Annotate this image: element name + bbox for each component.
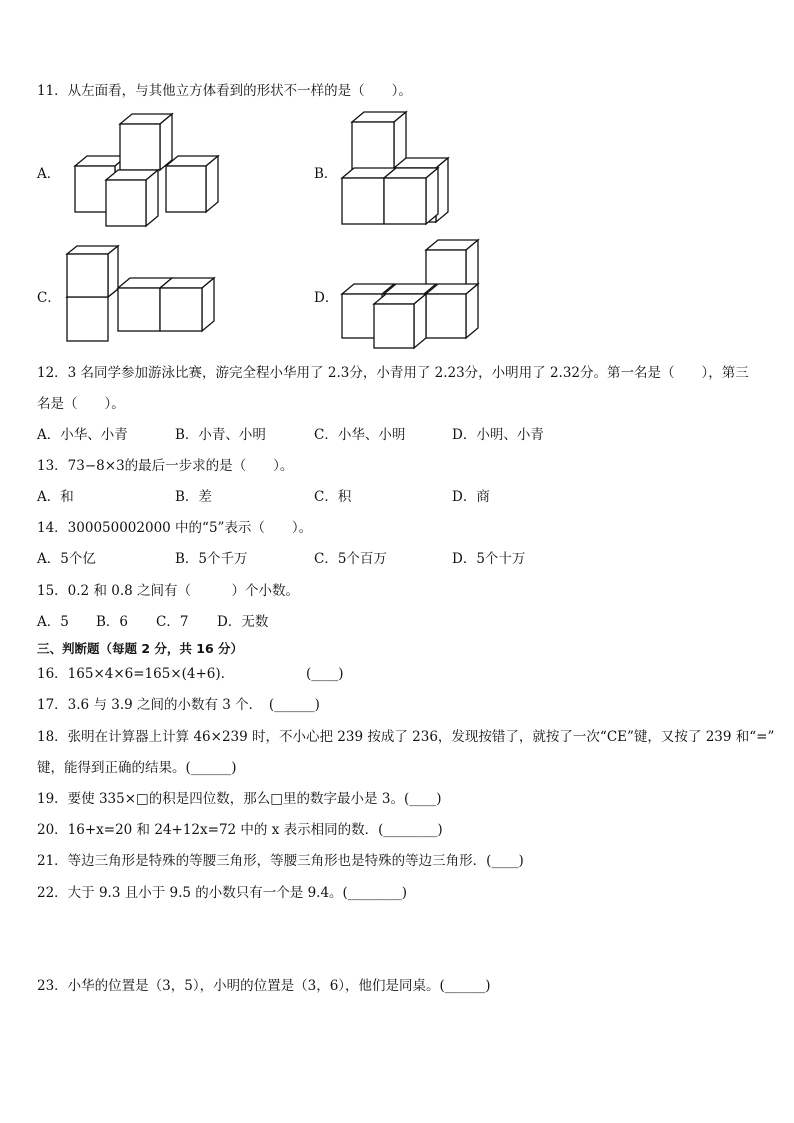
- q20: 20．16+x=20 和 24+12x=72 中的 x 表示相同的数．(________): [37, 822, 443, 838]
- cube: [67, 246, 118, 297]
- q11-option-c-label: C．: [37, 290, 61, 306]
- cube: [120, 114, 172, 170]
- q12-option-c[interactable]: C．小华、小明: [314, 427, 406, 443]
- q12-stem-line2: 名是（ ）。: [37, 396, 125, 412]
- section-heading: 三、判断题（每题 2 分，共 16 分）: [37, 641, 244, 656]
- cube: [374, 294, 426, 348]
- q14-stem: 14．300050002000 中的“5”表示（ ）。: [37, 520, 313, 536]
- q11-figure-c: [64, 242, 219, 347]
- q23: 23．小华的位置是（3，5），小明的位置是（3，6），他们是同桌。(______): [37, 978, 491, 994]
- cube: [160, 278, 214, 331]
- q19: 19．要使 335×□的积是四位数，那么□里的数字最小是 3。(____): [37, 791, 442, 807]
- q17: 17．3.6 与 3.9 之间的小数有 3 个． (______): [37, 697, 320, 713]
- q11-figure-b: [340, 108, 455, 230]
- q13-option-a[interactable]: A．和: [37, 489, 74, 505]
- cube: [166, 156, 218, 212]
- q15-option-d[interactable]: D．无数: [217, 614, 269, 630]
- q22: 22．大于 9.3 且小于 9.5 的小数只有一个是 9.4。(________): [37, 885, 408, 901]
- q11-option-a-label: A．: [37, 166, 61, 182]
- q13-option-c[interactable]: C．积: [314, 489, 352, 505]
- q14-option-a[interactable]: A．5个亿: [37, 551, 96, 567]
- q11-option-d-label: D．: [314, 290, 339, 306]
- q13-option-d[interactable]: D．商: [452, 489, 490, 505]
- cube: [106, 170, 158, 226]
- q14-option-b[interactable]: B．5个千万: [175, 551, 248, 567]
- q15-stem: 15．0.2 和 0.8 之间有（ ）个小数。: [37, 583, 299, 599]
- q18-line2: 键，能得到正确的结果。(______): [37, 760, 237, 776]
- q14-option-d[interactable]: D．5个十万: [452, 551, 526, 567]
- q12-option-d[interactable]: D．小明、小青: [452, 427, 544, 443]
- q12-stem-line1: 12．3 名同学参加游泳比赛，游完全程小华用了 2.3分，小青用了 2.23分，小明用了 2.32分。第一名是（ ），第三: [37, 365, 749, 381]
- cube: [384, 168, 438, 224]
- q15-option-a[interactable]: A．5: [37, 614, 69, 630]
- q18-line1: 18．张明在计算器上计算 46×239 时，不小心把 239 按成了 236，发现按错了，就按了一次“CE”键，又按了 239 和“=”: [37, 729, 775, 745]
- q21: 21．等边三角形是特殊的等腰三角形，等腰三角形也是特殊的等边三角形．(____): [37, 853, 524, 869]
- q11-stem: 11．从左面看，与其他立方体看到的形状不一样的是（ ）。: [37, 83, 412, 99]
- q11-figure-d: [340, 238, 485, 353]
- cube: [426, 284, 478, 338]
- q15-option-c[interactable]: C．7: [156, 614, 189, 630]
- q13-option-b[interactable]: B．差: [175, 489, 212, 505]
- q12-option-b[interactable]: B．小青、小明: [175, 427, 266, 443]
- q14-option-c[interactable]: C．5个百万: [314, 551, 387, 567]
- q15-option-b[interactable]: B．6: [96, 614, 129, 630]
- q11-figure-a: [70, 108, 220, 230]
- q12-option-a[interactable]: A．小华、小青: [37, 427, 128, 443]
- q16: 16．165×4×6=165×(4+6). (____): [37, 666, 344, 682]
- q11-option-b-label: B．: [314, 166, 338, 182]
- q13-stem: 13．73−8×3的最后一步求的是（ ）。: [37, 458, 294, 474]
- cube: [352, 112, 406, 170]
